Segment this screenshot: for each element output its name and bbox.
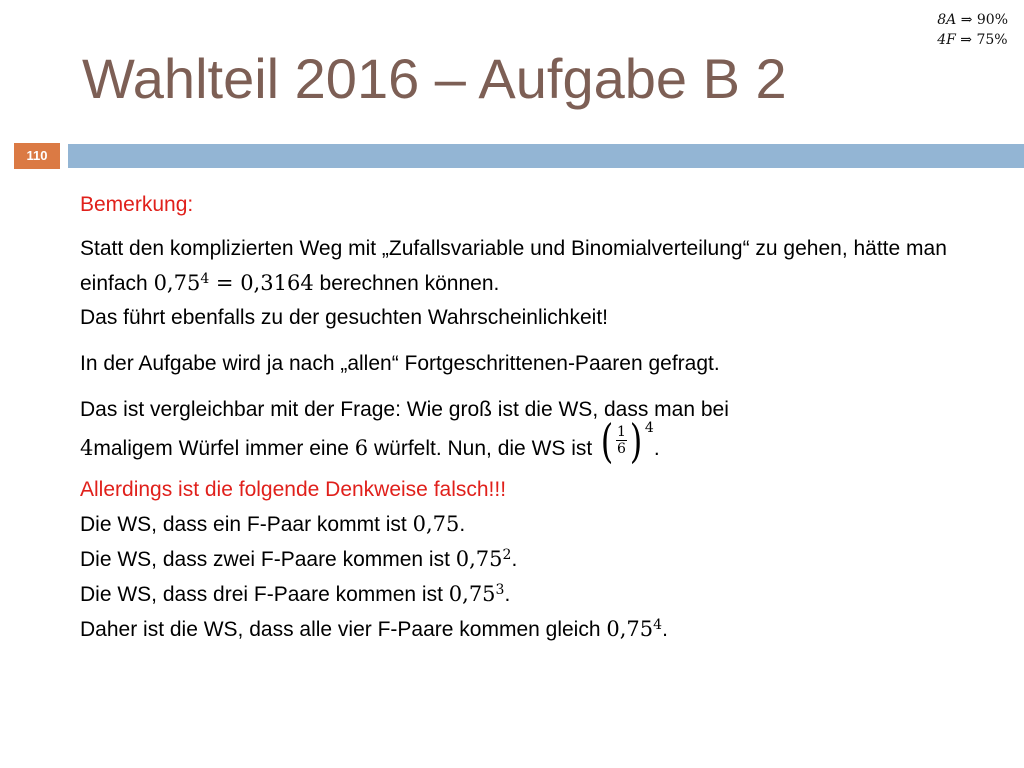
slide-title: Wahlteil 2016 – Aufgabe B 2 <box>82 47 787 110</box>
list-line-2: Die WS, dass zwei F-Paare kommen ist 0,75$^2$. <box>80 547 518 572</box>
fraction-exponent: 4 <box>644 420 654 437</box>
corner-note-line-1: 8A ⇒ 90% <box>937 12 1008 28</box>
fraction-power: ( $\frac{1}{6}$ ) $^4$ <box>600 413 654 468</box>
list-line-4: Daher ist die WS, dass alle vier F-Paare kommen gleich 0,75$^4$. <box>80 617 668 642</box>
paragraph-dice-analogy-2: 4maligem Würfel immer eine 6 würfelt. Nun, die WS ist ( $\frac{1}{6}$ ) $^4$. <box>80 413 660 468</box>
remark-heading: Bemerkung: <box>80 193 194 216</box>
paragraph-alternative-method: Statt den komplizierten Weg mit „Zufallsvariable und Binomialverteilung“ zu gehen, hätte man einfach $0,75^4 = 0,3164$ berechnen können. <box>80 237 947 295</box>
fraction <box>616 424 627 457</box>
list-line-1: Die WS, dass ein F-Paar kommt ist 0,75. <box>80 512 466 537</box>
corner-note <box>937 10 1008 50</box>
slide-number: 110 <box>14 143 60 169</box>
paragraph-conclusion: Das führt ebenfalls zu der gesuchten Wahrscheinlichkeit! <box>80 306 608 329</box>
warning-text: Allerdings ist die folgende Denkweise falsch!!! <box>80 478 507 502</box>
math-base: 0,75 <box>153 271 201 295</box>
slide-content <box>80 188 1000 647</box>
math-result: = 0,3164 <box>209 271 314 295</box>
fraction-denominator: 6 <box>617 441 626 458</box>
math-exponent: 4 <box>200 271 210 287</box>
list-line-3: Die WS, dass drei F-Paare kommen ist 0,75$^3$. <box>80 582 511 607</box>
corner-note-line-2: 4F ⇒ 75% <box>937 32 1008 48</box>
paragraph-dice-analogy: Das ist vergleichbar mit der Frage: Wie groß ist die WS, dass man bei <box>80 398 729 421</box>
fraction-numerator: 1 <box>617 424 626 441</box>
paragraph-question: In der Aufgabe wird ja nach „allen“ Fortgeschrittenen-Paaren gefragt. <box>80 352 720 375</box>
title-divider-band <box>68 144 1024 168</box>
